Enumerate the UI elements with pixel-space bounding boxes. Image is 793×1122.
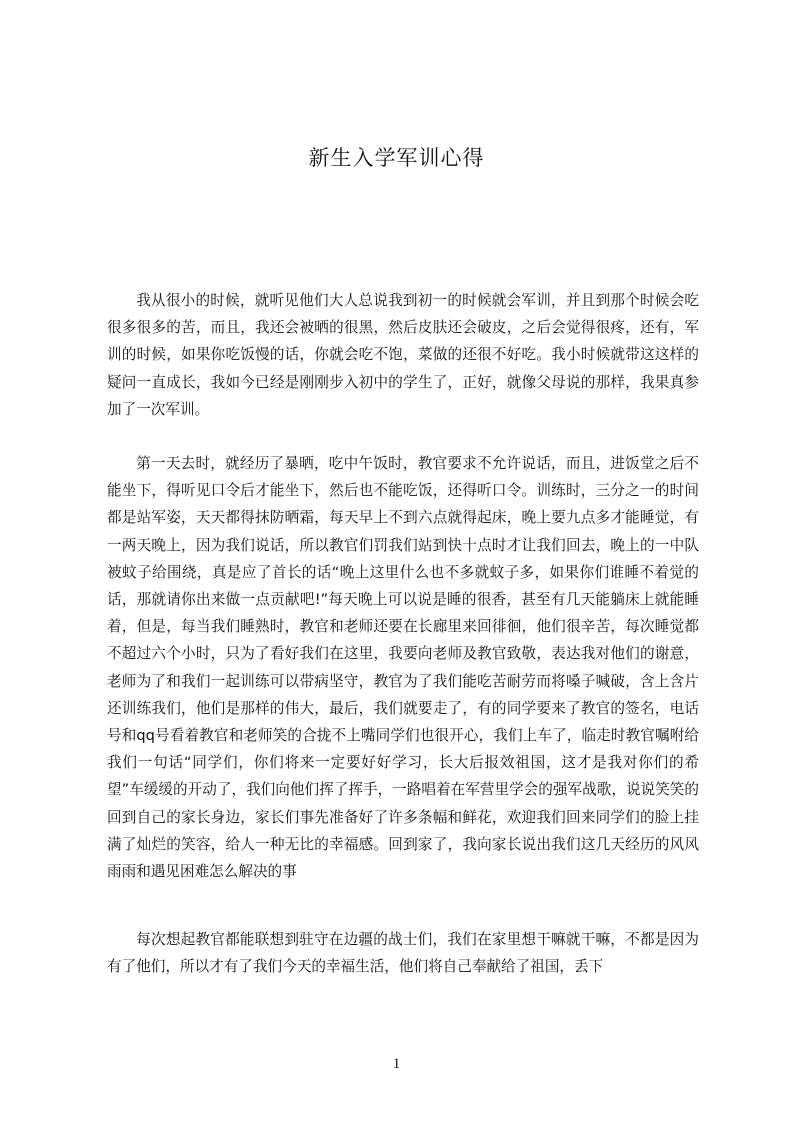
paragraph-training-days: 第一天去时，就经历了暴晒，吃中午饭时，教官要求不允许说话，而且，进饭堂之后不能坐下，得听见口令后才能坐下，然后也不能吃饭，还得听口令。训练时，三分之一的时间都是站军姿，天天都得抹防晒霜，每天早上不到六点就得起床，晚上要九点多才能睡觉，有一两天晚上，因为我们说话，所以教官们罚我们站到快十点时才让我们回去，晚上的一中队被蚊子给围绕，真是应了首长的话“晚上这里什么也不多就蚊子多，如果你们谁睡不着觉的话，那就请你出来做一点贡献吧!”每天晚上可以说是睡的很香，甚至有几天能躺床上就能睡着，但是，每当我们睡熟时，教官和老师还要在长廊里来回徘徊，他们很辛苦，每次睡觉都不超过六个小时，只为了看好我们在这里，我要向老师及教官致敬，表达我对他们的谢意，老师为了和我们一起训练可以带病坚守，教官为了我们能吃苦耐劳而将嗓子喊破，含上含片还训练我们，他们是那样的伟大，最后，我们就要走了，有的同学要来了教官的签名，电话号和qq号看着教官和老师笑的合拢不上嘴同学们也很开心，我们上车了，临走时教官嘱咐给我们一句话“同学们，你们将来一定要好好学习，长大后报效祖国，这才是我对你们的希望”车缓缓的开动了，我们向他们挥了挥手，一路唱着在军营里学会的强军战歌，说说笑笑的回到自己的家长身边，家长们事先准备好了许多条幅和鲜花，欢迎我们回来同学们的脸上挂满了灿烂的笑容，给人一种无比的幸福感。回到家了，我向家长说出我们这几天经历的风风雨雨和遇见困难怎么解决的事 xyxy=(107,455,699,881)
paragraph-reflection: 每次想起教官都能联想到驻守在边疆的战士们，我们在家里想干嘛就干嘛，不都是因为有了他们，所以才有了我们今天的幸福生活，他们将自己奉献给了祖国，丢下 xyxy=(107,931,699,976)
document-title: 新生入学军训心得 xyxy=(308,146,485,170)
paragraph-childhood: 我从很小的时候，就听见他们大人总说我到初一的时候就会军训，并且到那个时候会吃很多很多的苦，而且，我还会被晒的很黑，然后皮肤还会破皮，之后会觉得很疼，还有，军训的时候，如果你吃饭慢的话，你就会吃不饱，菜做的还很不好吃。我小时候就带这这样的疑问一直成长，我如今已经是刚刚步入初中的学生了，正好，就像父母说的那样，我果真参加了一次军训。 xyxy=(107,292,699,418)
page-number: 1 xyxy=(392,1056,401,1072)
